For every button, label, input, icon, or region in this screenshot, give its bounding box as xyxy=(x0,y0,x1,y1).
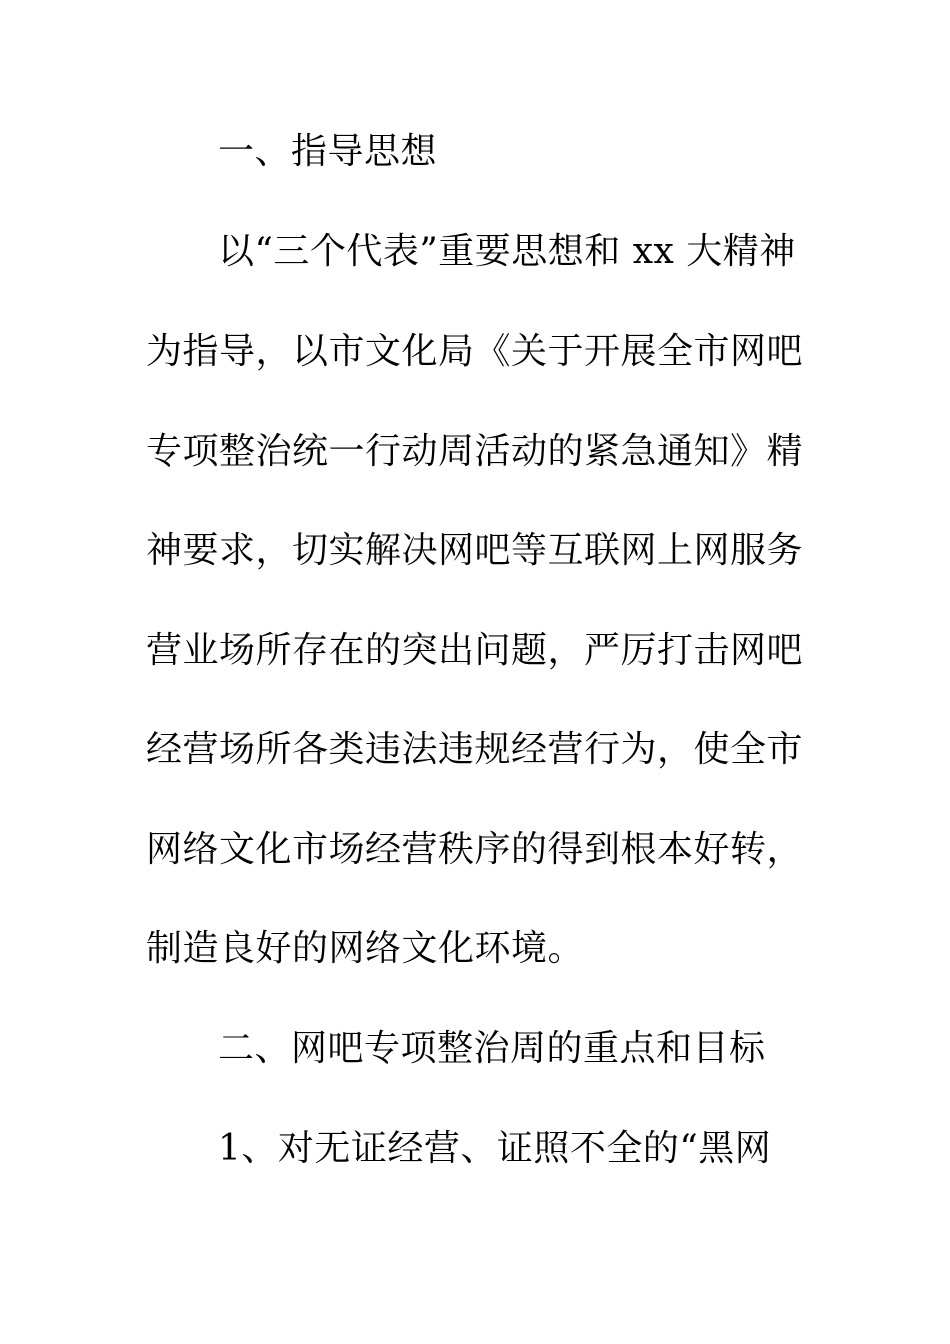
paragraph-line: 专项整治统一行动周活动的紧急通知》精 xyxy=(146,431,804,472)
heading-guiding-ideology: 一、指导思想 xyxy=(218,131,438,172)
list-item-1: 1、对无证经营、证照不全的“黑网 xyxy=(218,1128,772,1169)
paragraph-line: 网络文化市场经营秩序的得到根本好转， xyxy=(146,829,804,870)
heading-focus-and-goals: 二、网吧专项整治周的重点和目标 xyxy=(218,1028,766,1069)
paragraph-line: 经营场所各类违法违规经营行为，使全市 xyxy=(146,729,804,770)
paragraph-line: 为指导，以市文化局《关于开展全市网吧 xyxy=(146,331,804,372)
paragraph-line: 营业场所存在的突出问题，严厉打击网吧 xyxy=(146,630,804,671)
paragraph-line: 制造良好的网络文化环境。 xyxy=(146,928,585,969)
paragraph-line: 神要求，切实解决网吧等互联网上网服务 xyxy=(146,530,804,571)
paragraph-line: 以“三个代表”重要思想和 xx 大精神 xyxy=(218,231,796,272)
